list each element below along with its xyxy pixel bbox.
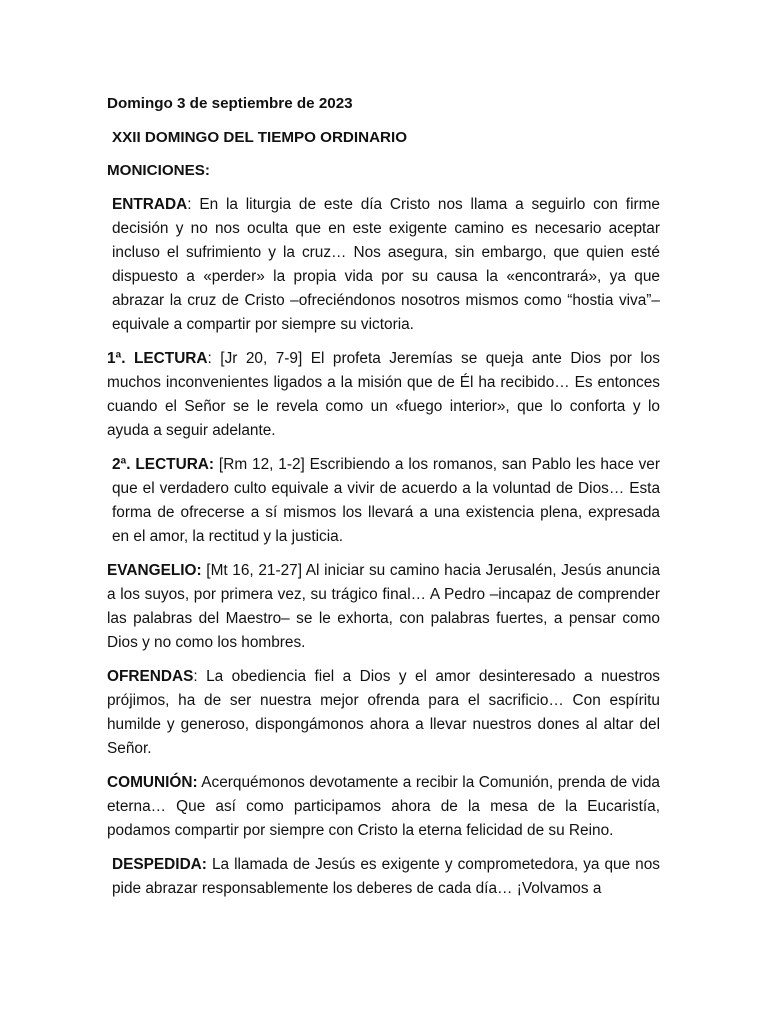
punct-ofrendas: : (193, 667, 198, 685)
text-despedida: La llamada de Jesús es exigente y comprometedora, ya que nos pide abrazar responsablemente los deberes de cada día… ¡Volvamos a (112, 855, 660, 897)
paragraph-despedida (107, 853, 660, 901)
paragraph-comunion (107, 771, 660, 843)
label-lectura2: 2ª. LECTURA: (112, 455, 215, 473)
date-line: Domingo 3 de septiembre de 2023 (107, 95, 353, 112)
paragraph-ofrendas (107, 665, 660, 761)
label-comunion: COMUNIÓN: (107, 773, 198, 791)
document-page (107, 92, 660, 911)
section-title: MONICIONES: (107, 162, 210, 179)
label-evangelio: EVANGELIO: (107, 561, 202, 579)
text-evangelio: [Mt 16, 21-27] Al iniciar su camino hacia Jerusalén, Jesús anuncia a los suyos, por primera vez, su trágico final… A Pedro –incapaz de comprender las palabras del Maestro– se le exhorta, con palabras fuertes, a pensar como Dios y no como los hombres. (107, 561, 660, 651)
label-lectura1: 1ª. LECTURA (107, 349, 208, 367)
text-entrada: En la liturgia de este día Cristo nos llama a seguirlo con firme decisión y no nos oculta que en este exigente camino es necesario aceptar incluso el sufrimiento y la cruz… Nos asegura, sin embargo, que quien esté dispuesto a «perder» la propia vida por su causa la «encontrará», ya que abrazar la cruz de Cristo –ofreciéndonos nosotros mismos como “hostia viva”– equivale a compartir por siempre su victoria. (112, 195, 660, 333)
label-despedida: DESPEDIDA: (112, 855, 207, 873)
paragraph-evangelio (107, 559, 660, 655)
text-lectura1: [Jr 20, 7-9] El profeta Jeremías se queja ante Dios por los muchos inconvenientes ligados a la misión que de Él ha recibido… Es entonces cuando el Señor se le revela como un «fuego interior», que lo conforta y lo ayuda a seguir adelante. (107, 349, 660, 439)
label-entrada: ENTRADA (112, 195, 188, 213)
punct-entrada: : (187, 195, 192, 213)
text-comunion: Acerquémonos devotamente a recibir la Comunión, prenda de vida eterna… Que así como participamos ahora de la mesa de la Eucaristía, podamos compartir por siempre con Cristo la eterna felicidad de su Reino. (107, 773, 660, 839)
punct-lectura1: : (207, 349, 212, 367)
text-ofrendas: La obediencia fiel a Dios y el amor desinteresado a nuestros prójimos, ha de ser nuestra mejor ofrenda para el sacrificio… Con espíritu humilde y generoso, dispongámonos ahora a llevar nuestros dones al altar del Señor. (107, 667, 660, 757)
text-lectura2: [Rm 12, 1-2] Escribiendo a los romanos, san Pablo les hace ver que el verdadero culto equivale a vivir de acuerdo a la voluntad de Dios… Esta forma de ofrecerse a sí mismos los llevará a una existencia plena, expresada en el amor, la rectitud y la justicia. (112, 455, 660, 545)
paragraph-lectura2 (107, 453, 660, 549)
sunday-title: XXII DOMINGO DEL TIEMPO ORDINARIO (112, 128, 408, 146)
paragraph-entrada (107, 193, 660, 337)
paragraph-lectura1 (107, 347, 660, 443)
label-ofrendas: OFRENDAS (107, 667, 194, 685)
